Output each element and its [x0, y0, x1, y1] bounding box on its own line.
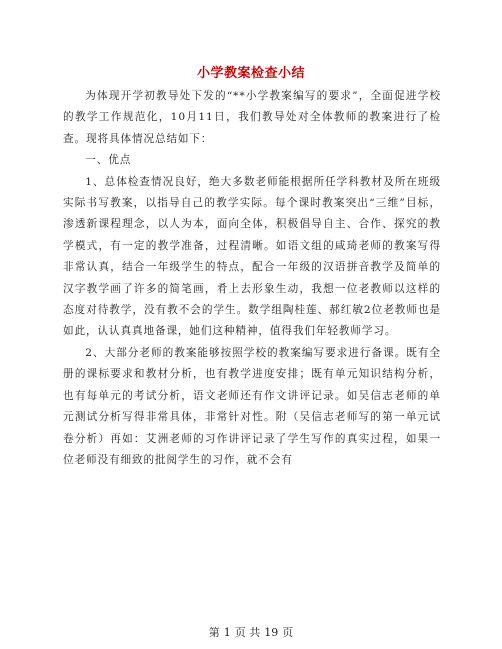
current-page-number: 1	[223, 626, 231, 639]
document-title: 小学教案检查小结	[196, 66, 305, 81]
point-1-paragraph: 1、总体检查情况良好，绝大多数老师能根据所任学科教材及所在班级实际书写教案，以指导自己的教学实际。每个课时教案突出“三维”目标，渗透新课程理念，以人为本，面向全体，积极倡导自主、合作、探究的教学模式，有一定的教学准备，过程清晰。如语文组的咸琦老师的教案写得非常认真，结合一年级学生的特点，配合一年级的汉语拼音教学及简单的汉字教学画了许多的简笔画，肴上去形象生动，我想一位老教师以这样的态度对待教学，没有教不会的学生。数学组陶桂莲、郝红敏2位老教师也是如此，认认真真地备课，她们这种精神，值得我们年轻教师学习。	[63, 175, 441, 338]
section-heading-advantages: 一、优点	[85, 154, 132, 167]
footer-prefix: 第	[208, 626, 220, 639]
footer-suffix: 页	[282, 626, 294, 639]
intro-paragraph: 为体现开学初教导处下发的“**小学教案编写的要求”，全面促进学校的教学工作规范化，10月11日，我们教导处对全体教师的教案进行了检查。现将具体情况总结如下：	[63, 90, 441, 145]
document-body	[63, 86, 441, 471]
total-pages-number: 19	[264, 626, 279, 639]
point-2-paragraph: 2、大部分老师的教案能够按照学校的教案编写要求进行备课。既有全册的课标要求和教材分析，也有教学进度安排；既有单元知识结构分析，也有每单元的考试分析，语文老师还有作文讲评记录。如吴信志老师的单元测试分析写得非常具体，非常针对性。附（吴信志老师写的第一单元试卷分析）再如：艾洲老师的习作讲评记录了学生写作的真实过程，如果一位老师没有细致的批阅学生的习作，就不会有	[63, 346, 441, 466]
footer-middle: 页 共	[234, 626, 261, 639]
page-footer	[0, 624, 502, 640]
